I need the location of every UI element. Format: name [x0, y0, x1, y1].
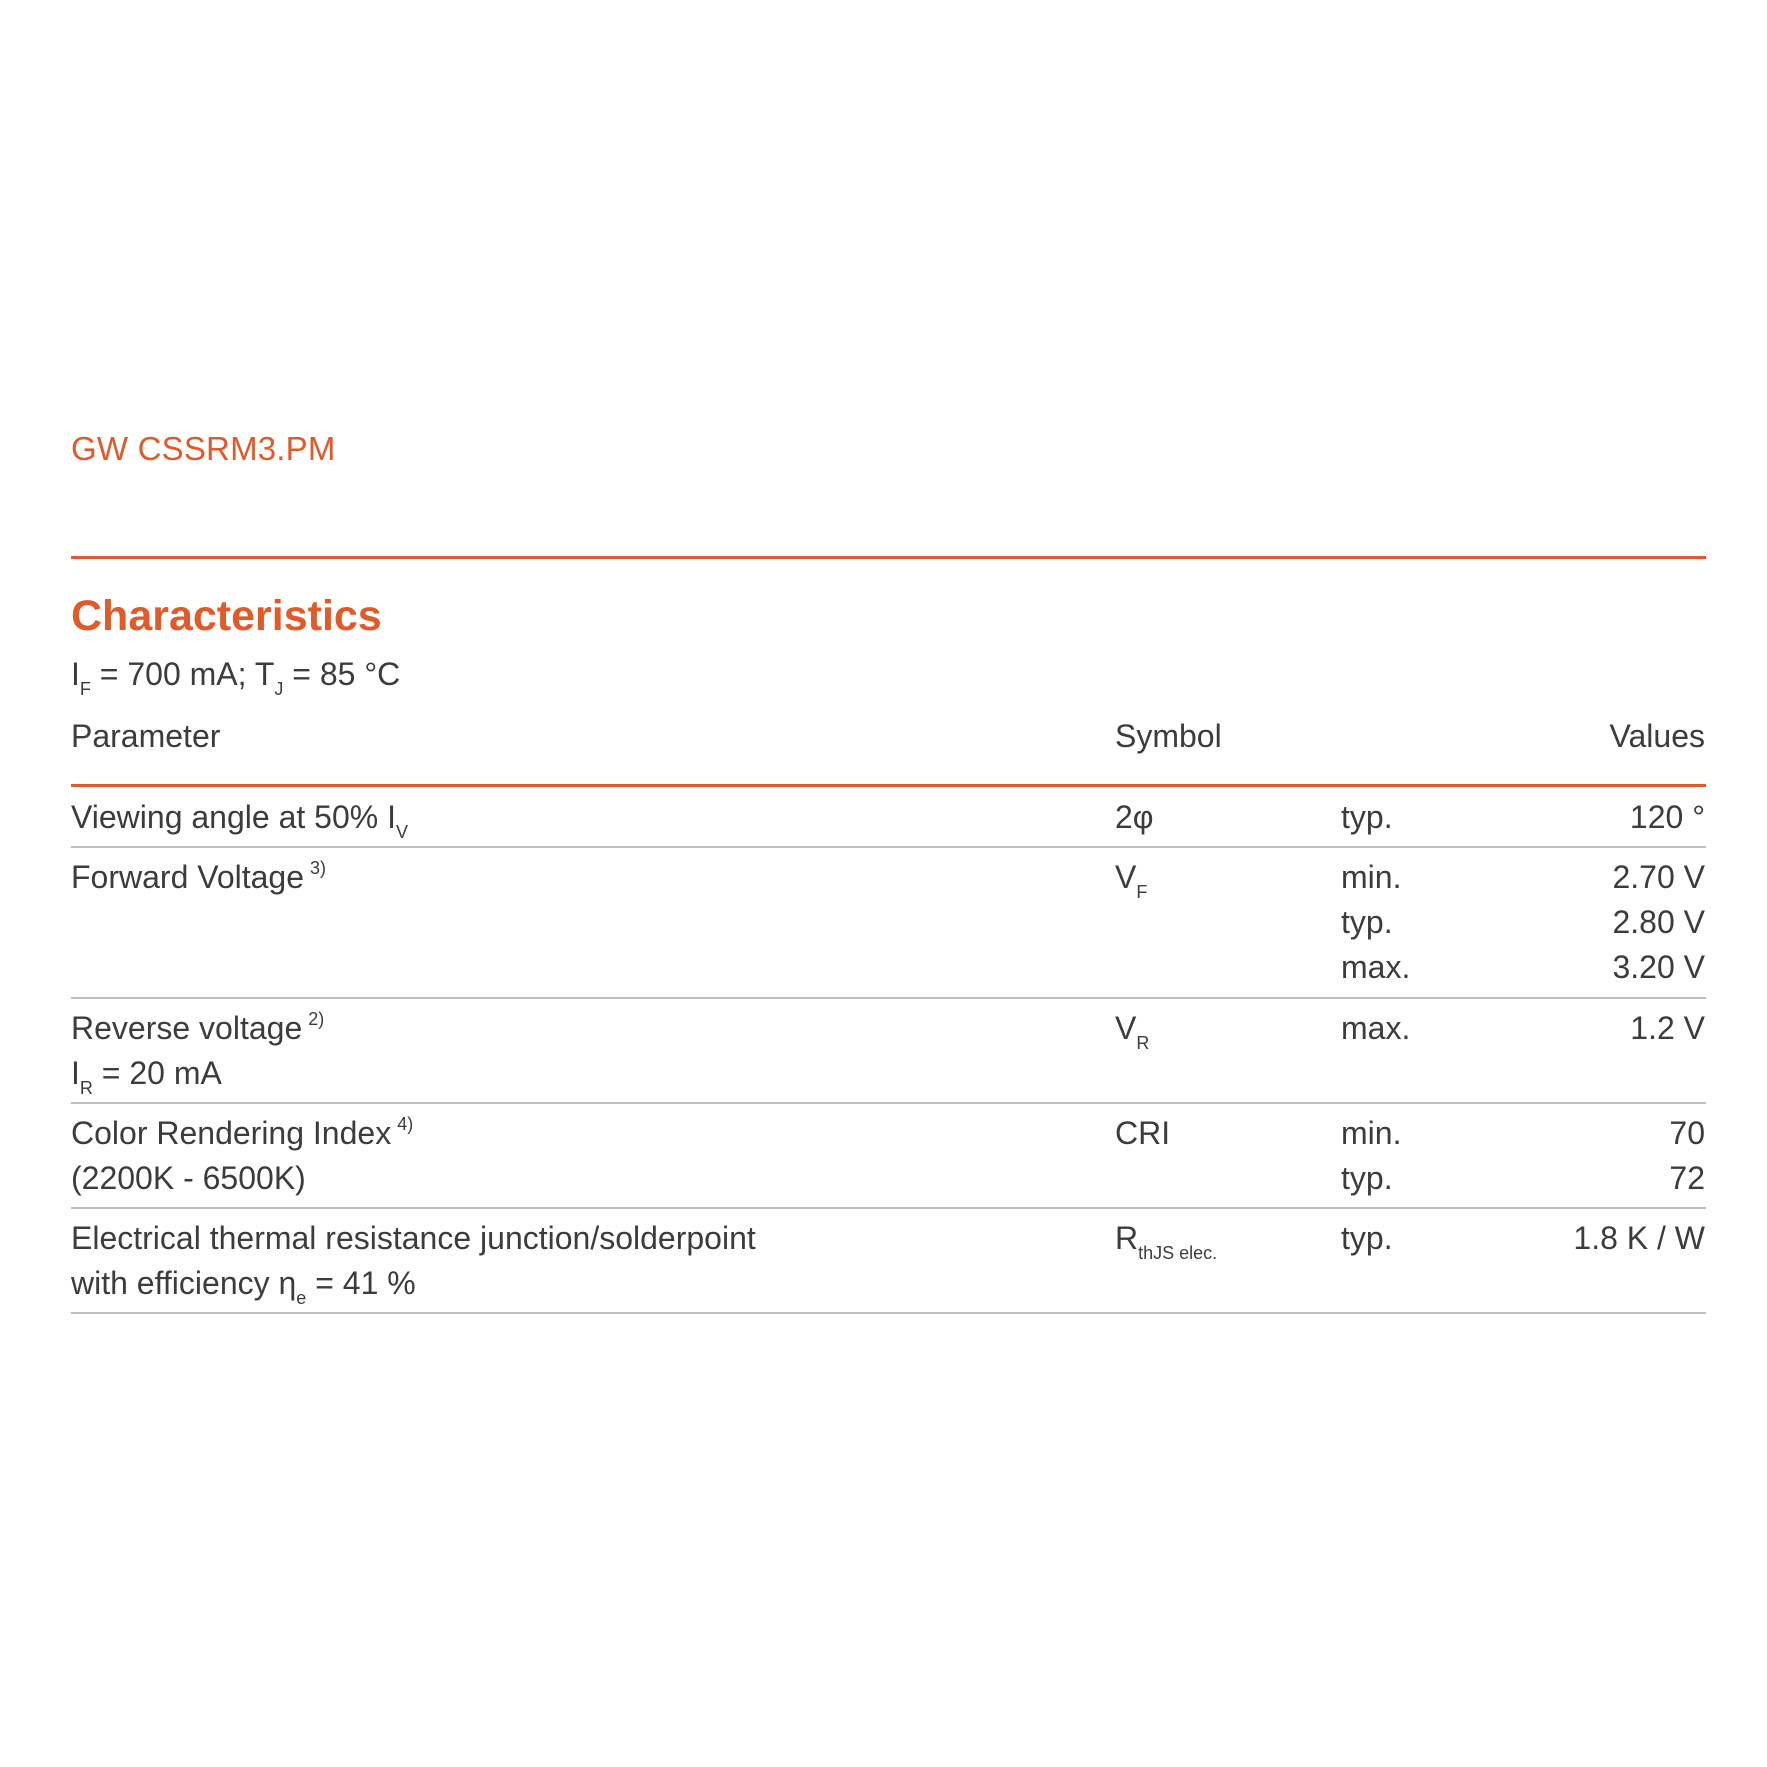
- row-forward-voltage-symbol: $V_F$: [1115, 859, 1148, 902]
- row-forward-voltage-value-min: 2.70 V: [1612, 859, 1705, 895]
- row-thermal-resistance-symbol: $R_{thJS elec.}$: [1115, 1220, 1218, 1263]
- row-viewing-angle-qualifier: typ.: [1341, 799, 1393, 835]
- row-forward-voltage-qualifier-typ: typ.: [1341, 904, 1393, 940]
- row-cri-parameter: Color Rendering Index $^{4)}$: [71, 1114, 414, 1151]
- row-viewing-angle-symbol: 2φ: [1115, 799, 1154, 835]
- row-thermal-resistance-parameter: Electrical thermal resistance junction/solderpoint: [71, 1220, 756, 1256]
- test-conditions: $I_F = 700$ mA; $T_J = 85$ °C: [71, 656, 401, 699]
- row-forward-voltage-qualifier-min: min.: [1341, 859, 1402, 895]
- row-forward-voltage-value-max: 3.20 V: [1612, 949, 1705, 985]
- row-forward-voltage-qualifier-max: max.: [1341, 949, 1411, 985]
- row-cri-condition: (2200K - 6500K): [71, 1160, 306, 1196]
- column-header-symbol: Symbol: [1115, 718, 1222, 754]
- row-reverse-voltage-symbol: $V_R$: [1115, 1010, 1150, 1053]
- row-reverse-voltage-condition: $I_R = 20$ mA: [71, 1055, 222, 1098]
- row-reverse-voltage-parameter: Reverse voltage $^{2)}$: [71, 1009, 325, 1046]
- product-name: GW CSSRM3.PM: [71, 430, 336, 467]
- row-cri-qualifier-min: min.: [1341, 1115, 1402, 1151]
- column-header-values: Values: [1609, 718, 1705, 754]
- row-viewing-angle-parameter: Viewing angle at 50% $I_V$: [71, 799, 408, 842]
- row-divider: [71, 997, 1706, 999]
- row-divider: [71, 846, 1706, 848]
- row-divider: [71, 1102, 1706, 1104]
- row-cri-symbol: CRI: [1115, 1115, 1171, 1151]
- row-cri-value-typ: 72: [1669, 1160, 1705, 1196]
- row-forward-voltage-parameter: Forward Voltage $^{3)}$: [71, 858, 327, 895]
- row-reverse-voltage-value: 1.2 V: [1630, 1010, 1705, 1046]
- row-divider: [71, 1312, 1706, 1314]
- row-cri-qualifier-typ: typ.: [1341, 1160, 1393, 1196]
- header-divider: [71, 784, 1706, 787]
- row-divider: [71, 1207, 1706, 1209]
- row-reverse-voltage-qualifier: max.: [1341, 1010, 1411, 1046]
- row-viewing-angle-value: 120 °: [1629, 799, 1705, 835]
- column-header-parameter: Parameter: [71, 718, 221, 754]
- row-cri-value-min: 70: [1669, 1115, 1705, 1151]
- row-forward-voltage-value-typ: 2.80 V: [1612, 904, 1705, 940]
- top-divider: [71, 556, 1706, 559]
- row-thermal-resistance-condition: with efficiency $\eta_e = 41$ %: [71, 1265, 416, 1308]
- row-thermal-resistance-qualifier: typ.: [1341, 1220, 1393, 1256]
- row-thermal-resistance-value: 1.8 K / W: [1573, 1220, 1705, 1256]
- section-title: Characteristics: [71, 592, 382, 640]
